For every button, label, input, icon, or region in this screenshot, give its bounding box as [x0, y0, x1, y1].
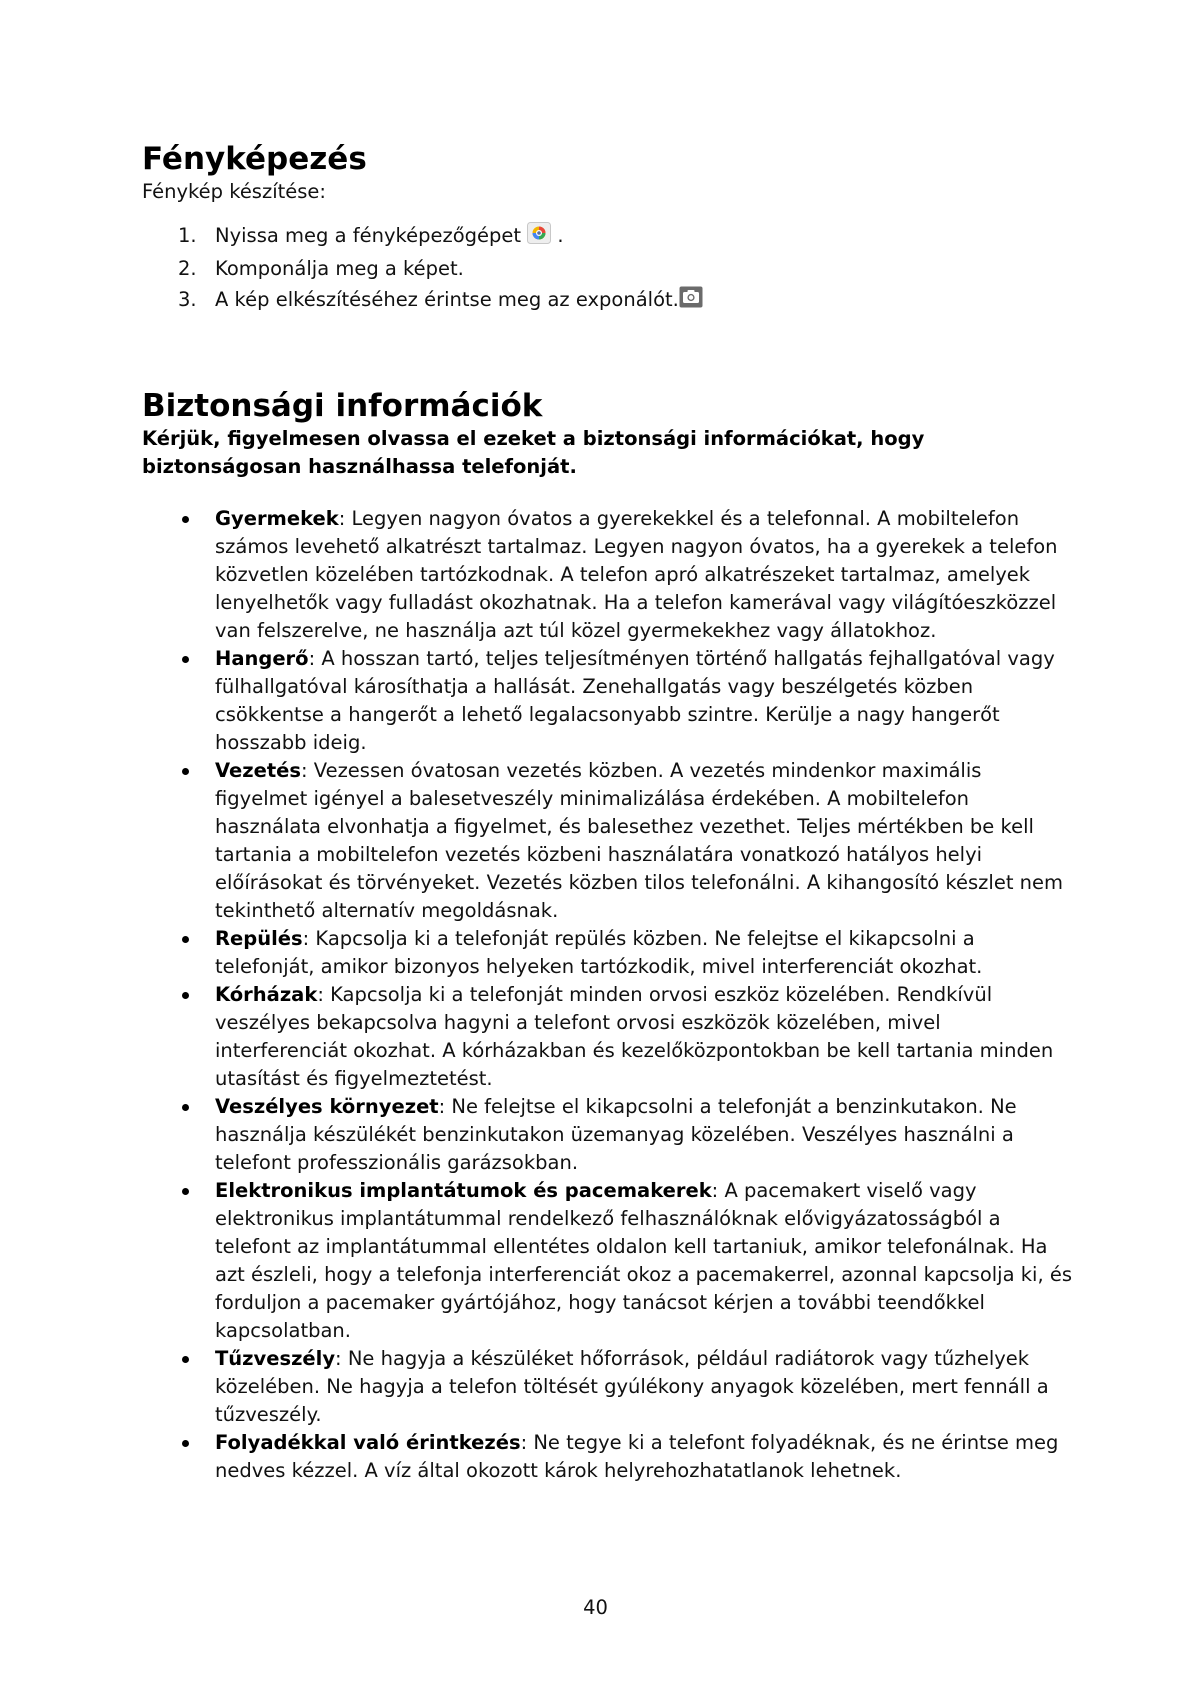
step-number: 1. — [178, 224, 197, 247]
camera-app-icon — [527, 222, 551, 253]
photography-intro: Fénykép készítése: — [142, 180, 326, 203]
list-item — [142, 1177, 1072, 1345]
bullet-icon — [182, 1440, 189, 1447]
photography-steps — [142, 220, 1072, 317]
list-item — [142, 981, 1072, 1093]
bullet-icon — [182, 516, 189, 523]
item-label: Vezetés — [215, 759, 301, 782]
step-trailing-text: . — [551, 224, 564, 247]
bullet-icon — [182, 936, 189, 943]
safety-intro: Kérjük, figyelmesen olvassa el ezeket a biztonsági információkat, hogy biztonságosan használhassa telefonját. — [142, 427, 925, 478]
item-label: Kórházak — [215, 983, 318, 1006]
page-number: 40 — [583, 1596, 608, 1619]
shutter-icon — [679, 286, 703, 317]
item-label: Veszélyes környezet — [215, 1095, 439, 1118]
list-item — [142, 253, 1072, 284]
item-text: : Kapcsolja ki a telefonját repülés közben. Ne felejtse el kikapcsolni a telefonját, amikor bizonyos helyeken tartózkodik, mivel interferenciát okozhat. — [215, 927, 983, 978]
bullet-icon — [182, 992, 189, 999]
bullet-icon — [182, 768, 189, 775]
item-label: Folyadékkal való érintkezés — [215, 1431, 521, 1454]
bullet-icon — [182, 1356, 189, 1363]
list-item — [142, 284, 1072, 317]
item-text: : Ne hagyja a készüléket hőforrások, például radiátorok vagy tűzhelyek közelében. Ne hagyja a telefon töltését gyúlékony anyagok közelében, mert fennáll a tűzveszély. — [215, 1347, 1049, 1426]
bullet-icon — [182, 1188, 189, 1195]
item-text: : Ne tegye ki a telefont folyadéknak, és ne érintse meg nedves kézzel. A víz által okozott károk helyrehozhatatlanok lehetnek. — [215, 1431, 1059, 1482]
item-text: : A hosszan tartó, teljes teljesítményen történő hallgatás fejhallgatóval vagy fülhallgatóval károsíthatja a hallását. Zenehallgatás vagy beszélgetés közben csökkentse a hangerőt a lehető legalacsonyabb szintre. Kerülje a nagy hangerőt hosszabb ideig. — [215, 647, 1055, 754]
section-photography — [142, 140, 1072, 317]
step-text: Komponálja meg a képet. — [215, 257, 464, 280]
bullet-icon — [182, 656, 189, 663]
page-content — [142, 140, 1072, 1485]
list-item — [142, 925, 1072, 981]
list-item — [142, 1093, 1072, 1177]
list-item — [142, 645, 1072, 757]
list-item — [142, 1429, 1072, 1485]
section-safety — [142, 387, 1072, 1485]
section-title-photography: Fényképezés — [142, 141, 367, 177]
step-number: 2. — [178, 257, 197, 280]
step-number: 3. — [178, 288, 197, 311]
item-label: Tűzveszély — [215, 1347, 336, 1370]
item-text: : Legyen nagyon óvatos a gyerekekkel és a telefonnal. A mobiltelefon számos levehető alkatrészt tartalmaz. Legyen nagyon óvatos, ha a gyerekek a telefon közvetlen közelében tartózkodnak. A telefon apró alkatrészeket tartalmaz, amelyek lenyelhetők vagy fulladást okozhatnak. Ha a telefon kamerával vagy világítóeszközzel van felszerelve, ne használja azt túl közel gyermekekhez vagy állatokhoz. — [215, 507, 1058, 642]
step-text: A kép elkészítéséhez érintse meg az exponálót. — [215, 288, 679, 311]
item-label: Elektronikus implantátumok és pacemakerek — [215, 1179, 712, 1202]
item-label: Hangerő — [215, 647, 309, 670]
item-label: Gyermekek — [215, 507, 339, 530]
list-item — [142, 1345, 1072, 1429]
section-title-safety: Biztonsági információk — [142, 388, 543, 424]
item-text: : Vezessen óvatosan vezetés közben. A vezetés mindenkor maximális figyelmet igényel a balesetveszély minimalizálása érdekében. A mobiltelefon használata elvonhatja a figyelmet, és balesethez vezethet. Teljes mértékben be kell tartania a mobiltelefon vezetés közbeni használatára vonatkozó hatályos helyi előírásokat és törvényeket. Vezetés közben tilos telefonálni. A kihangosító készlet nem tekinthető alternatív megoldásnak. — [215, 759, 1064, 922]
list-item — [142, 220, 1072, 253]
item-text: : A pacemakert viselő vagy elektronikus implantátummal rendelkező felhasználóknak elővigyázatosságból a telefont az implantátummal ellentétes oldalon kell tartaniuk, amikor telefonálnak. Ha azt észleli, hogy a telefonja interferenciát okoz a pacemakerrel, azonnal kapcsolja ki, és forduljon a pacemaker gyártójához, hogy tanácsot kérjen a további teendőkkel kapcsolatban. — [215, 1179, 1073, 1342]
item-text: : Kapcsolja ki a telefonját minden orvosi eszköz közelében. Rendkívül veszélyes bekapcsolva hagyni a telefont orvosi eszközök közelében, mivel interferenciát okozhat. A kórházakban és kezelőközpontokban be kell tartania minden utasítást és figyelmeztetést. — [215, 983, 1054, 1090]
item-text: : Ne felejtse el kikapcsolni a telefonját a benzinkutakon. Ne használja készülékét benzinkutakon üzemanyag közelében. Veszélyes használni a telefont professzionális garázsokban. — [215, 1095, 1017, 1174]
list-item — [142, 505, 1072, 645]
step-text: Nyissa meg a fényképezőgépet — [215, 224, 522, 247]
safety-list — [142, 505, 1072, 1485]
bullet-icon — [182, 1104, 189, 1111]
item-label: Repülés — [215, 927, 303, 950]
list-item — [142, 757, 1072, 925]
